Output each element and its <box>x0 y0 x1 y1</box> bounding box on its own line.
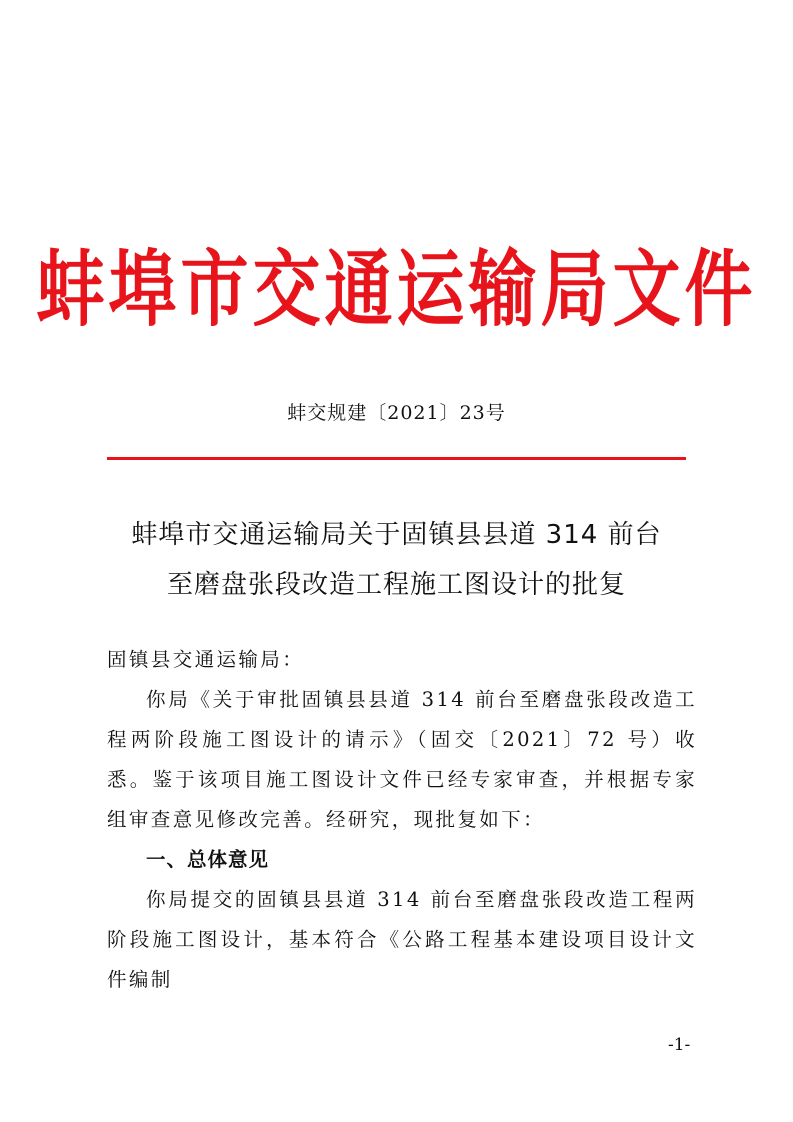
red-separator-line <box>107 457 686 460</box>
page-number: -1- <box>668 1035 691 1055</box>
body-paragraph-1: 你局《关于审批固镇县县道 314 前台至磨盘张段改造工程两阶段施工图设计的请示》（固交〔2021〕72 号）收悉。鉴于该项目施工图设计文件已经专家审查，并根据专家组审查意见修改完善。经研究，现批复如下： <box>107 688 697 831</box>
document-number: 蚌交规建〔2021〕23号 <box>287 402 506 424</box>
section-heading-1: 一、总体意见 <box>146 848 270 871</box>
salutation: 固镇县交通运输局： <box>107 648 305 671</box>
body-paragraph-2: 你局提交的固镇县县道 314 前台至磨盘张段改造工程两阶段施工图设计，基本符合《公路工程基本建设项目设计文件编制 <box>107 888 697 991</box>
issuer-title: 蚌埠市交通运输局文件 <box>36 242 757 339</box>
document-title-line-1: 蚌埠市交通运输局关于固镇县县道 314 前台 <box>131 520 662 550</box>
document-title <box>0 510 793 610</box>
document-body <box>107 640 697 1000</box>
document-title-line-2: 至磨盘张段改造工程施工图设计的批复 <box>166 570 626 600</box>
